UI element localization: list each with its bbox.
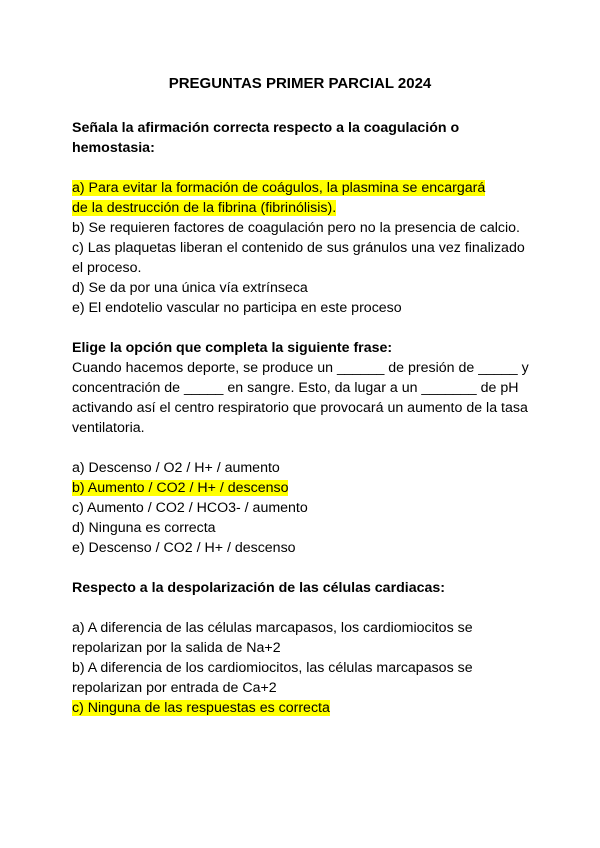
question-2-option-a: a) Descenso / O2 / H+ / aumento <box>72 460 280 476</box>
question-1-option-a-line2: de la destrucción de la fibrina (fibrinólisis). <box>72 200 337 216</box>
question-3-option-c: c) Ninguna de las respuestas es correcta <box>72 700 330 716</box>
question-2-option-e: e) Descenso / CO2 / H+ / descenso <box>72 540 296 556</box>
question-3 <box>72 578 532 718</box>
question-1-option-d: d) Se da por una única vía extrínseca <box>72 280 308 296</box>
question-1 <box>72 118 532 318</box>
question-3-text: Respecto a la despolarización de las células cardiacas: <box>72 580 445 596</box>
question-1-text: Señala la afirmación correcta respecto a la coagulación o hemostasia: <box>72 120 460 156</box>
question-1-option-a-line1: a) Para evitar la formación de coágulos, la plasmina se encargará <box>72 180 486 196</box>
question-2-option-b: b) Aumento / CO2 / H+ / descenso <box>72 480 289 496</box>
question-1-option-b: b) Se requieren factores de coagulación pero no la presencia de calcio. <box>72 220 520 236</box>
question-3-option-a: a) A diferencia de las células marcapasos, los cardiomiocitos se repolarizan por la salida de Na+2 <box>72 620 473 656</box>
question-2 <box>72 338 532 558</box>
question-2-statement: Cuando hacemos deporte, se produce un ______ de presión de _____ y concentración de _____ en sangre. Esto, da lugar a un _______ de pH activando así el centro respiratorio que provocará un aumento de la tasa ventilatoria. <box>72 360 529 436</box>
question-2-option-c: c) Aumento / CO2 / HCO3- / aumento <box>72 500 308 516</box>
question-2-text: Elige la opción que completa la siguiente frase: <box>72 340 393 356</box>
question-1-option-e: e) El endotelio vascular no participa en este proceso <box>72 300 402 316</box>
question-3-option-b: b) A diferencia de los cardiomiocitos, las células marcapasos se repolarizan por entrada de Ca+2 <box>72 660 473 696</box>
document-body <box>72 118 532 718</box>
question-1-option-c: c) Las plaquetas liberan el contenido de sus gránulos una vez finalizado el proceso. <box>72 240 525 276</box>
page-title: PREGUNTAS PRIMER PARCIAL 2024 <box>168 75 432 92</box>
question-2-option-d: d) Ninguna es correcta <box>72 520 216 536</box>
